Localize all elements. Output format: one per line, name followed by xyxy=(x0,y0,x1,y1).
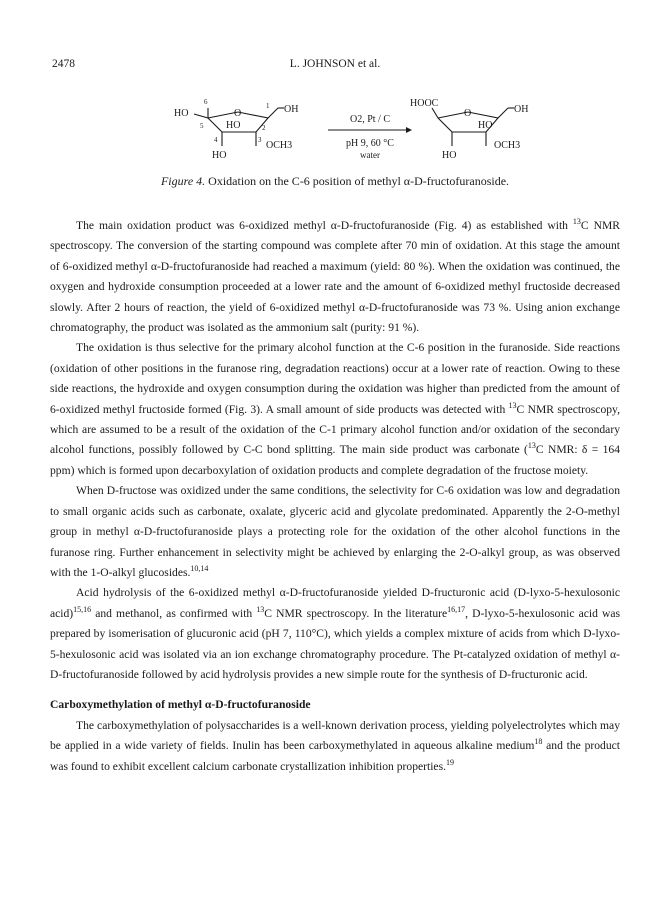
arrow-solvent: water xyxy=(360,150,380,160)
reaction-scheme xyxy=(160,90,540,170)
paragraph-4 xyxy=(50,583,620,685)
text-run: The carboxymethylation of polysaccharides is a well-known derivation process, yielding polyelectrolytes which may be applied in a wide variety of fields. Inulin has been carboxymethylated in aqueous alkaline medium xyxy=(50,718,620,753)
text-run: and methanol, as confirmed with xyxy=(91,606,257,620)
reference-superscript: 19 xyxy=(446,757,454,767)
figure-caption-text: Oxidation on the C-6 position of methyl α-D-fructofuranoside. xyxy=(205,174,510,188)
superscript: 13 xyxy=(508,400,517,410)
reactant-label-6: 6 xyxy=(204,98,208,106)
reactant-label-ho-inner: HO xyxy=(226,120,241,131)
reaction-arrow xyxy=(328,114,412,160)
arrow-conditions: pH 9, 60 °C xyxy=(346,138,394,149)
reactant-label-ring-o: O xyxy=(234,108,242,119)
product-label-ho-bottom: HO xyxy=(442,150,457,161)
reactant-label-ho-bottom: HO xyxy=(212,150,227,161)
reactant-label-och3: OCH3 xyxy=(266,140,293,151)
reference-superscript: 18 xyxy=(534,737,543,747)
paragraph-3 xyxy=(50,481,620,583)
text-run: The main oxidation product was 6-oxidized methyl α-D-fructofuranoside (Fig. 4) as established with xyxy=(76,219,573,232)
figure-label: Figure 4. xyxy=(160,174,206,188)
text-run: The oxidation is thus selective for the primary alcohol function at the C-6 position in the furanoside. Side reactions (oxidation of other positions in the furanose ring, degradation reactions) occur at a lower rate of reaction. Owing to these side reactions, the hydroxide and oxygen consumption during the oxidation was higher than predicted from the amount of 6-oxidized methyl fructoside formed (Fig. 3). A small amount of side products was detected with xyxy=(50,341,620,416)
reference-superscript: 10,14 xyxy=(190,564,209,574)
reactant-label-oh: OH xyxy=(284,104,299,115)
paragraph-1 xyxy=(50,216,620,338)
text-run: and the product was found to exhibit excellent calcium carbonate crystallization inhibition properties. xyxy=(50,739,620,773)
product-label-oh: OH xyxy=(514,104,529,115)
text-run: C NMR spectroscopy. The conversion of the starting compound was complete after 70 min of oxidation. At this stage the amount of 6-oxidized methyl α-D-fructofuranoside had reached a maximum (yield: 80 %). When the oxidation was continued, the oxygen and hydroxide consumption proceeded at a lower rate and the amount of 6-oxidized methyl fructoside decreased slowly. After 2 hours of reaction, the yield of 6-oxidized methyl α-D-fructofuranoside was 73 %. Using anion exchange chromatography, the product was isolated as the ammonium salt (purity: 91 %). xyxy=(50,219,621,335)
paragraph-2 xyxy=(50,338,620,481)
reference-superscript: 15,16 xyxy=(73,604,92,614)
text-run: Acid hydrolysis of the 6-oxidized methyl α-D-fructofuranoside yielded D-fructuronic acid (D-lyxo-5-hexulosonic acid) xyxy=(50,586,620,620)
reactant-label-5: 5 xyxy=(200,122,204,130)
running-head: L. JOHNSON et al. xyxy=(289,58,381,70)
section-heading: Carboxymethylation of methyl α-D-fructofuranoside xyxy=(50,698,311,712)
superscript: 13 xyxy=(256,604,265,614)
reactant-label-4: 4 xyxy=(214,136,218,144)
reactant-label-2: 2 xyxy=(262,124,266,132)
page-number: 2478 xyxy=(52,58,75,70)
figure-caption xyxy=(52,174,618,189)
text-run: When D-fructose was oxidized under the same conditions, the selectivity for C-6 oxidation was low and degradation to small organic acids such as carbonate, oxalate, glyceric acid and glycolate predominated. Apparently the 2-O-methyl group in methyl α-D-fructofuranoside plays a protecting role for the oxidation of the other alcohol functions in the furanose ring. Further enhancement in selectivity might be achieved by enlarging the 2-O-alkyl group, as was observed with the 1-O-alkyl glucosides. xyxy=(50,484,620,579)
product-label-ho-inner: HO xyxy=(478,120,493,131)
reactant-label-ho6: HO xyxy=(174,108,189,119)
superscript: 13 xyxy=(527,441,536,451)
superscript: 13 xyxy=(572,217,581,227)
product-label-och3: OCH3 xyxy=(494,140,521,151)
text-run: C NMR: δ = 164 ppm) which is formed upon decarboxylation of oxidation products and complete degradation of the fructose moiety. xyxy=(50,443,620,477)
page-header xyxy=(52,58,618,76)
arrow-reagents: O2, Pt / C xyxy=(349,114,391,125)
reference-superscript: 16,17 xyxy=(447,604,466,614)
paragraph-5 xyxy=(50,716,620,777)
text-run: , D-lyxo-5-hexulosonic acid was prepared by isomerisation of glucuronic acid (pH 7, 110°C), which yields a complex mixture of acids from which D-lyxo-5-hexulosonic acid was isolated via an ion exchange chromatography procedure. The Pt-catalyzed oxidation of methyl α-D-fructofuranoside followed by acid hydrolysis provides a new simple route for the synthesis of D-fructuronic acid. xyxy=(50,606,620,681)
reactant-label-3: 3 xyxy=(258,136,262,144)
product-label-ring-o: O xyxy=(464,108,472,119)
body-text xyxy=(50,216,620,777)
text-run: C NMR spectroscopy, which are assumed to be a result of the oxidation of the C-1 primary alcohol function and/or oxidation of the secondary alcohol functions, possibly followed by C-C bond splitting. The main side product was carbonate ( xyxy=(50,402,620,457)
text-run: C NMR spectroscopy. In the literature xyxy=(264,606,448,620)
product-label-hooc: HOOC xyxy=(410,98,439,109)
reactant-label-1: 1 xyxy=(266,102,270,110)
